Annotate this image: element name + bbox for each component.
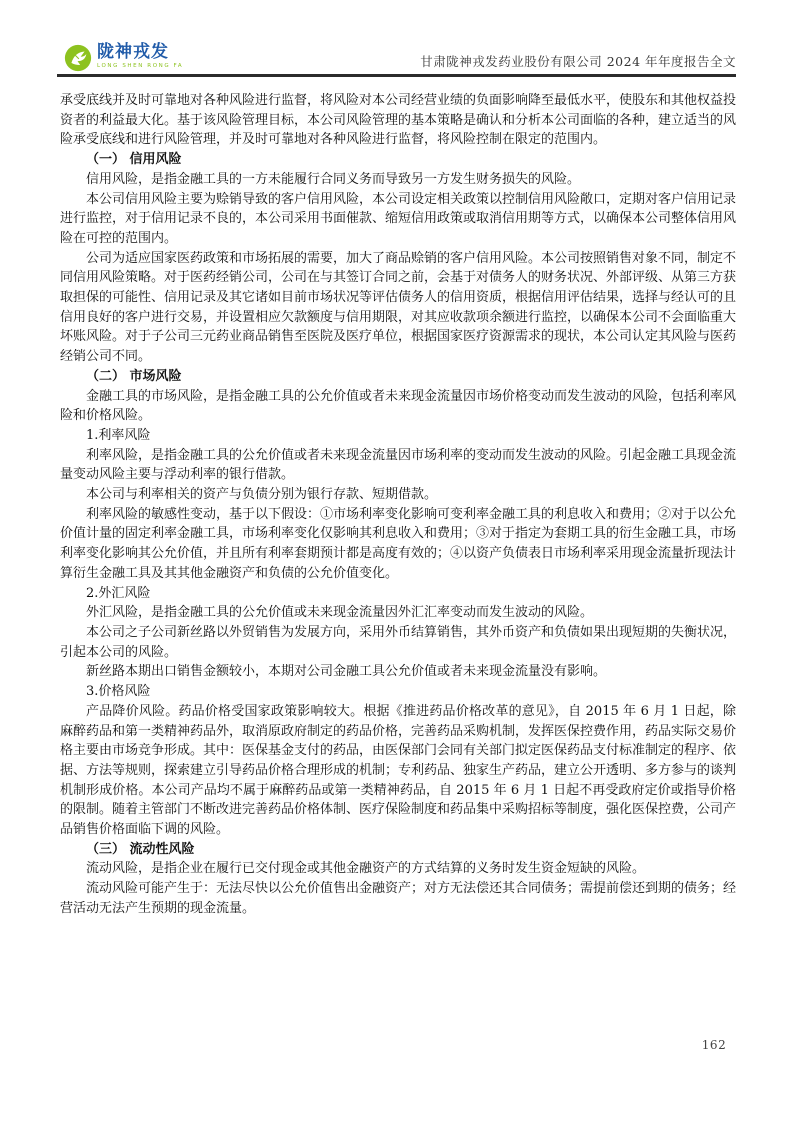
section-heading: （三） 流动性风险: [86, 841, 195, 857]
paragraph: 2.外汇风险: [86, 585, 151, 601]
paragraph: 3.价格风险: [86, 684, 151, 700]
document-body: [60, 91, 736, 919]
page-number: 162: [701, 1038, 727, 1052]
paragraph: 信用风险，是指金融工具的一方未能履行合同义务而导致另一方发生财务损失的风险。: [86, 171, 581, 187]
company-logo: [64, 44, 183, 72]
logo-company-name: 陇神戎发: [97, 42, 169, 62]
section-heading: （一） 信用风险: [86, 152, 182, 168]
paragraph: 本公司之子公司新丝路以外贸销售为发展方向，采用外币结算销售，其外币资产和负债如果出现短期的失衡状况，引起本公司的风险。: [60, 624, 737, 660]
longshen-circle-logo-icon: [64, 44, 92, 72]
paragraph: 流动风险可能产生于：无法尽快以公允价值售出金融资产；对方无法偿还其合同债务；需提前偿还到期的债务；经营活动无法产生预期的现金流量。: [60, 881, 737, 916]
paragraph: 流动风险，是指企业在履行已交付现金或其他金融资产的方式结算的义务时发生资金短缺的风险。: [86, 861, 646, 877]
paragraph: 金融工具的市场风险，是指金融工具的公允价值或者未来现金流量因市场价格变动而发生波动的风险，包括利率风险和价格风险。: [60, 388, 737, 424]
paragraph: 利率风险的敏感性变动，基于以下假设：①市场利率变化影响可变利率金融工具的利息收入和费用；②对于以公允价值计量的固定利率金融工具，市场利率变化仅影响其利息收入和费用；③对于指定为套期工具的衍生金融工具，市场利率变化影响其公允价值，并且所有利率套期预计都是高度有效的；④以资产负债表日市场利率采用现金流量折现法计算衍生金融工具及其其他金融资产和负债的公允价值变化。: [60, 506, 737, 581]
header-divider: [57, 74, 736, 77]
paragraph: 本公司信用风险主要为赊销导致的客户信用风险，本公司设定相关政策以控制信用风险敞口，定期对客户信用记录进行监控，对于信用记录不良的，本公司采用书面催款、缩短信用政策或取消信用期等方式，以确保本公司整体信用风险在可控的范围内。: [60, 191, 737, 246]
paragraph: 承受底线并及时可靠地对各种风险进行监督，将风险对本公司经营业绩的负面影响降至最低水平，使股东和其他权益投资者的利益最大化。基于该风险管理目标，本公司风险管理的基本策略是确认和分析本公司面临的各种，建立适当的风险承受底线和进行风险管理，并及时可靠地对各种风险进行监督，将风险控制在限定的范围内。: [60, 93, 737, 148]
paragraph: 产品降价风险。药品价格受国家政策影响较大。根据《推进药品价格改革的意见》，自 2015 年 6 月 1 日起，除麻醉药品和第一类精神药品外，取消原政府制定的药品价格，完善药品采购机制，发挥医保控费作用，药品实际交易价格主要由市场竞争形成。其中：医保基金支付的药品，由医保部门会同有关部门拟定医保药品支付标准制定的程序、依据、方法等规则，探索建立引导药品价格合理形成的机制；专利药品、独家生产药品，建立公开透明、多方参与的谈判机制形成价格。本公司产品均不属于麻醉药品或第一类精神药品，自 2015 年 6 月 1 日起不再受政府定价或指导价格的限制。随着主管部门不断改进完善药品价格体制、医疗保险制度和药品集中采购招标等制度，强化医保控费，公司产品销售价格面临下调的风险。: [60, 703, 737, 838]
logo-company-name-en: LONG SHEN RONG FA: [97, 63, 184, 69]
paragraph: 公司为适应国家医药政策和市场拓展的需要，加大了商品赊销的客户信用风险。本公司按照销售对象不同，制定不同信用风险策略。对于医药经销公司，公司在与其签订合同之前，会基于对债务人的财务状况、外部评级、从第三方获取担保的可能性、信用记录及其它诸如目前市场状况等评估债务人的信用资质，根据信用评估结果，选择与经认可的且信用良好的客户进行交易，并设置相应欠款额度与信用期限，对其应收款项余额进行监控，以确保本公司不会面临重大坏账风险。对于子公司三元药业商品销售至医院及医疗单位，根据国家医疗资源需求的现状，本公司认定其风险与医药经销公司不同。: [60, 250, 737, 365]
section-heading: （二） 市场风险: [86, 368, 182, 384]
paragraph: 新丝路本期出口销售金额较小，本期对公司金融工具公允价值或者未来现金流量没有影响。: [86, 664, 607, 680]
report-title: 甘肃陇神戎发药业股份有限公司 2024 年年度报告全文: [420, 54, 736, 69]
paragraph: 1.利率风险: [86, 427, 151, 443]
paragraph: 利率风险，是指金融工具的公允价值或者未来现金流量因市场利率的变动而发生波动的风险。引起金融工具现金流量变动风险主要与浮动利率的银行借款。: [60, 447, 737, 483]
paragraph: 外汇风险，是指金融工具的公允价值或未来现金流量因外汇汇率变动而发生波动的风险。: [86, 605, 594, 621]
paragraph: 本公司与利率相关的资产与负债分别为银行存款、短期借款。: [86, 487, 438, 503]
page-header: [0, 0, 793, 78]
